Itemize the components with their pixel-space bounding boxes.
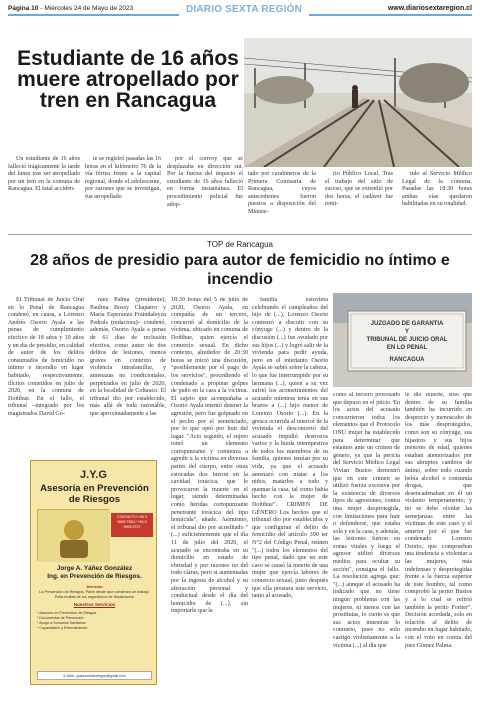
ad-title: Asesoría en Prevención de Riesgos [40,483,149,505]
website: www.diariosextaregion.cl [387,5,472,12]
ad-image [37,509,109,561]
header-rule-left [8,14,179,16]
story1-column-6: tido al Servicio Médico Legal de la comuna. Pasadas las 18:30 horas ambas vías quedaron habilitadas en su totalidad. [402,171,472,208]
story2-column-5: como al tercero procesado que depuso en el juicio. En los actos del acusado concurrieron todos los elementos que el Protocolo ONU mujer ha establecido para determinar que estamos ante un crimen de género, ya que la pericia del Servicio Médico Legal Vivian Bustos demostró que en este crimen se utilizó fuerza excesiva por la existencia de diversos tipos de agresiones, contra una mujer desprotegida, con limitaciones para huir o defenderse, que estaba sola y en la casa, y además, las lesiones fueron en zonas vitales y luego el agresor utilizó diversos medios para ocultar su acción", consigna el fallo. La resolución agrega que: "(...) aunque el acusado ha indicado que no tiene ningún problema con las mujeres, ni menos con las prostitutas, lo cierto es que sus actos muestran lo contrario, pues no solo castigó violentamente a la víctima (...) al día que [333,392,400,649]
page-header [0,0,480,20]
ad-name: Jorge A. Yáñez González Ing. en Prevención de Riesgos. [47,565,142,580]
section-divider [8,234,472,235]
story1-column-5: rio Público Local. Tras el trabajo del sitio de suceso, que se extendió por dos horas, el cadáver fue remi- [325,171,393,208]
story1-headline: Estudiante de 16 años muere atropellado por tren en Rancagua [17,47,239,112]
story1-column-3: por el convoy que se desplazaba en dirección sur. Por la fuerza del impacto el estudiante de 16 años falleció en forma instantánea. El procedimiento policial fue adop- [167,156,243,208]
story2-column-4: familia estuviera celebrando el cumpleaños del hijo de (...), Lorenzo Osorio comenzó a discutir con su cónyuge (...) y dentro de la discusión (...) fue ayudado por sus hijos (...) y logró salir de la vivienda para pedir ayuda, pero en el intertanto Osorio Ayala se subió sobre la cabeza, lo que fue interrumpido por su hermana (...), quien a su vez sufrió los acometimientos del acusado mientras tenía en sus brazos a (...) hijo menor de Lorenzo Osorio (...). En la gresca ocurrida al interior de la vivienda el desconcertó del acusado impidió destrozos varios y la huida intempestiva de todos los miembros de su familia, quienes temían por su vida, ya que el acusado amenazó con matar a los niños, matarlos a todo y quemar la casa, tal como había hecho con la mujer de Doñihue". CRIMEN DE GÉNERO Los hechos que el tribunal dio por establecidos y que configuran el delito de femicidio del artículo 390 ter N°2 del Código Penal, reúnen "(...) todos los elementos del tipo penal, dado que en este caso se causó la muerte de una mujer que ejercía labores de comercio sexual, justo después que ella prestara este servicio, tanto al acusado, [252,297,328,600]
story2-column-3: 18:30 horas del 5 de julio de 2020, Osorio Ayala, en compañía de un tercero, concurrió al domicilio de la víctima, ubicado en comuna de Doñihue, quien ejercía el comercio sexual. En dicho contexto, alrededor de 20:30 horas se inició una discusión, "posiblemente por el pago de los servicios", procediendo el condenado a propinar golpes de puño en la cara a la víctima. El sujeto que acompañaba a Osorio Ayala intentó detener la agresión, pero fue golpeado en el pecho por el sentenciado, por lo que optó por huir del lugar. "Acto seguido, el sujeto tomó un elemento cortopunzante y comienza a agredir a la víctima en diversas partes del cuerpo, entre otras estocadas dos fueron en la cavidad torácica, que le provocaron la muerte en el lugar, siendo determinadas como heridas cortopunzante penetrante torácica del tipo homicida", añade. Asimismo, el tribunal dio por acreditado "(...) suficientemente que el día 11 de julio del 2020, el acusado se encontraba en su domicilio en estado de ebriedad y por razones no del todo claras, pero si aumentadas por la ingesta de alcohol y su alteración personal y conductual desde el día del homicidio de (...), sin importarle que la [171,297,248,615]
story2-column-6: le dio muerte, sino que dentro de su familia también ha incurrido en desprecio y menoscabo de los más desprotegidos, como son su cónyuge, sus hijastros y sus hijos menores de edad, quienes estaban atemorizados por sus abruptos cambios de ánimo, sobre todo cuando bebía alcohol o consumía drogas, que desencadenaban en él un violento temperamento; y no se debe olvidar las semejanzas entre las víctimas de este caso y el anterior por el que fue condenado Lorenzo Osorio, que comprueban una tendencia a violentar a las mujeres, más indefensas y desprotegidas frente a la fuerza superior de este hombre, tal como comprobó la perito Bustos y a lo cual se refirió también la perito Fortter". Decisión acordada, solo en relación al delito de incendio en lugar habitado, con el voto en contra del juez Gómez Palma. [405,392,472,649]
header-rule-right [309,14,472,16]
story2-headline: 28 años de presidio para autor de femicidio no íntimo e incendio [30,252,450,288]
ad-attention: Atención La Prevención de Riesgos, Parte desde que comienza un trabajo. Evita multas de los organismos de fiscalización [39,585,150,599]
ad-service-item: * Asesoría en Prevención de Riesgos [37,611,97,615]
sign-line-4: EN LO PENAL [386,345,428,351]
issue-date: - Miércoles 24 de Mayo de 2023 [40,5,134,12]
sign-line-1: JUZGADO DE GARANTIA [370,321,444,327]
masthead: DIARIO SEXTA REGIÓN [183,0,305,18]
story1-column-2: te se registró pasadas las 16 horas en el kilómetro 76 de la vía férrea frente a la capital regional, donde el adolescente, por razones que se investigan, fue atropellado [85,156,161,200]
story1-column-4: tado por carabineros de la Primera Comisaría de Rancagua, cuyos antecedentes fueron puestos a disposición del Ministe- [248,171,316,215]
ad-brand: J.Y.G [80,469,107,481]
story2-kicker: TOP de Rancagua [207,240,273,249]
ad-email: E-MAIL: jyasesoriaderiesgos@gmail.com [37,671,152,680]
court-sign-photo [333,293,472,387]
ad-service-item: * Documentos de Prevención [37,616,84,620]
ad-service-item: * Capacitación y Entrenamiento [37,626,88,630]
ad-contact-badge: CONTACTO +56 9 6569 7350 / +56 9 9893 5737 [111,513,153,537]
page-number: Página 10 - Miércoles 24 de Mayo de 2023 [8,5,134,12]
railway-photo [244,38,472,167]
sign-line-2: Y [404,329,410,335]
sign-line-5: RANCAGUA [389,357,425,363]
story2-column-1: El Tribunal de Juicio Oral en lo Penal de Rancagua condenó, en causa, a Lorenzo Andrés Osorio Ayala a las penas de cumplimiento efectivo de 18 años y 10 años y un día de presidio, en calidad de autor de los delitos consumados de femicidio no íntimo e incendio en lugar habitado, respectivamente, ilícitos cometidos en julio de 2020, en la comuna de Doñihue. En el fallo, el tribunal –integrado por los magistrados David Gó- [8,297,84,417]
story1-column-1: Un estudiante de 16 años falleció trágicamente la tarde del lunes tras ser atropellado por un tren en la comuna de Rancagua. El fatal acciden- [8,156,80,193]
story2-column-2: mez Palma (presidente), Paulina Bossy Chaparro y María Esperanza Fraindaleyza Pedrals (redactora)– condenó, además, Osorio Ayala a penas de 61 días de reclusión efectiva, como autor de dos delitos de lesiones, menos graves en contexto de violencia intrafamiliar, y amenazas no condicionales, perpetrados en julio de 2020, en la localidad de Coltauco. El tribunal dio por establecido, más allá de toda razonable, que aproximadamente a las [90,297,166,417]
ad-service-item: * Apoyo a Sumarios Sanitarios [37,621,86,625]
advertisement [30,460,157,685]
ad-services-label: Nuestros Servicios [73,602,116,607]
sign-line-3: TRIBUNAL DE JUICIO ORAL [366,337,448,343]
ad-services-list [37,611,154,631]
